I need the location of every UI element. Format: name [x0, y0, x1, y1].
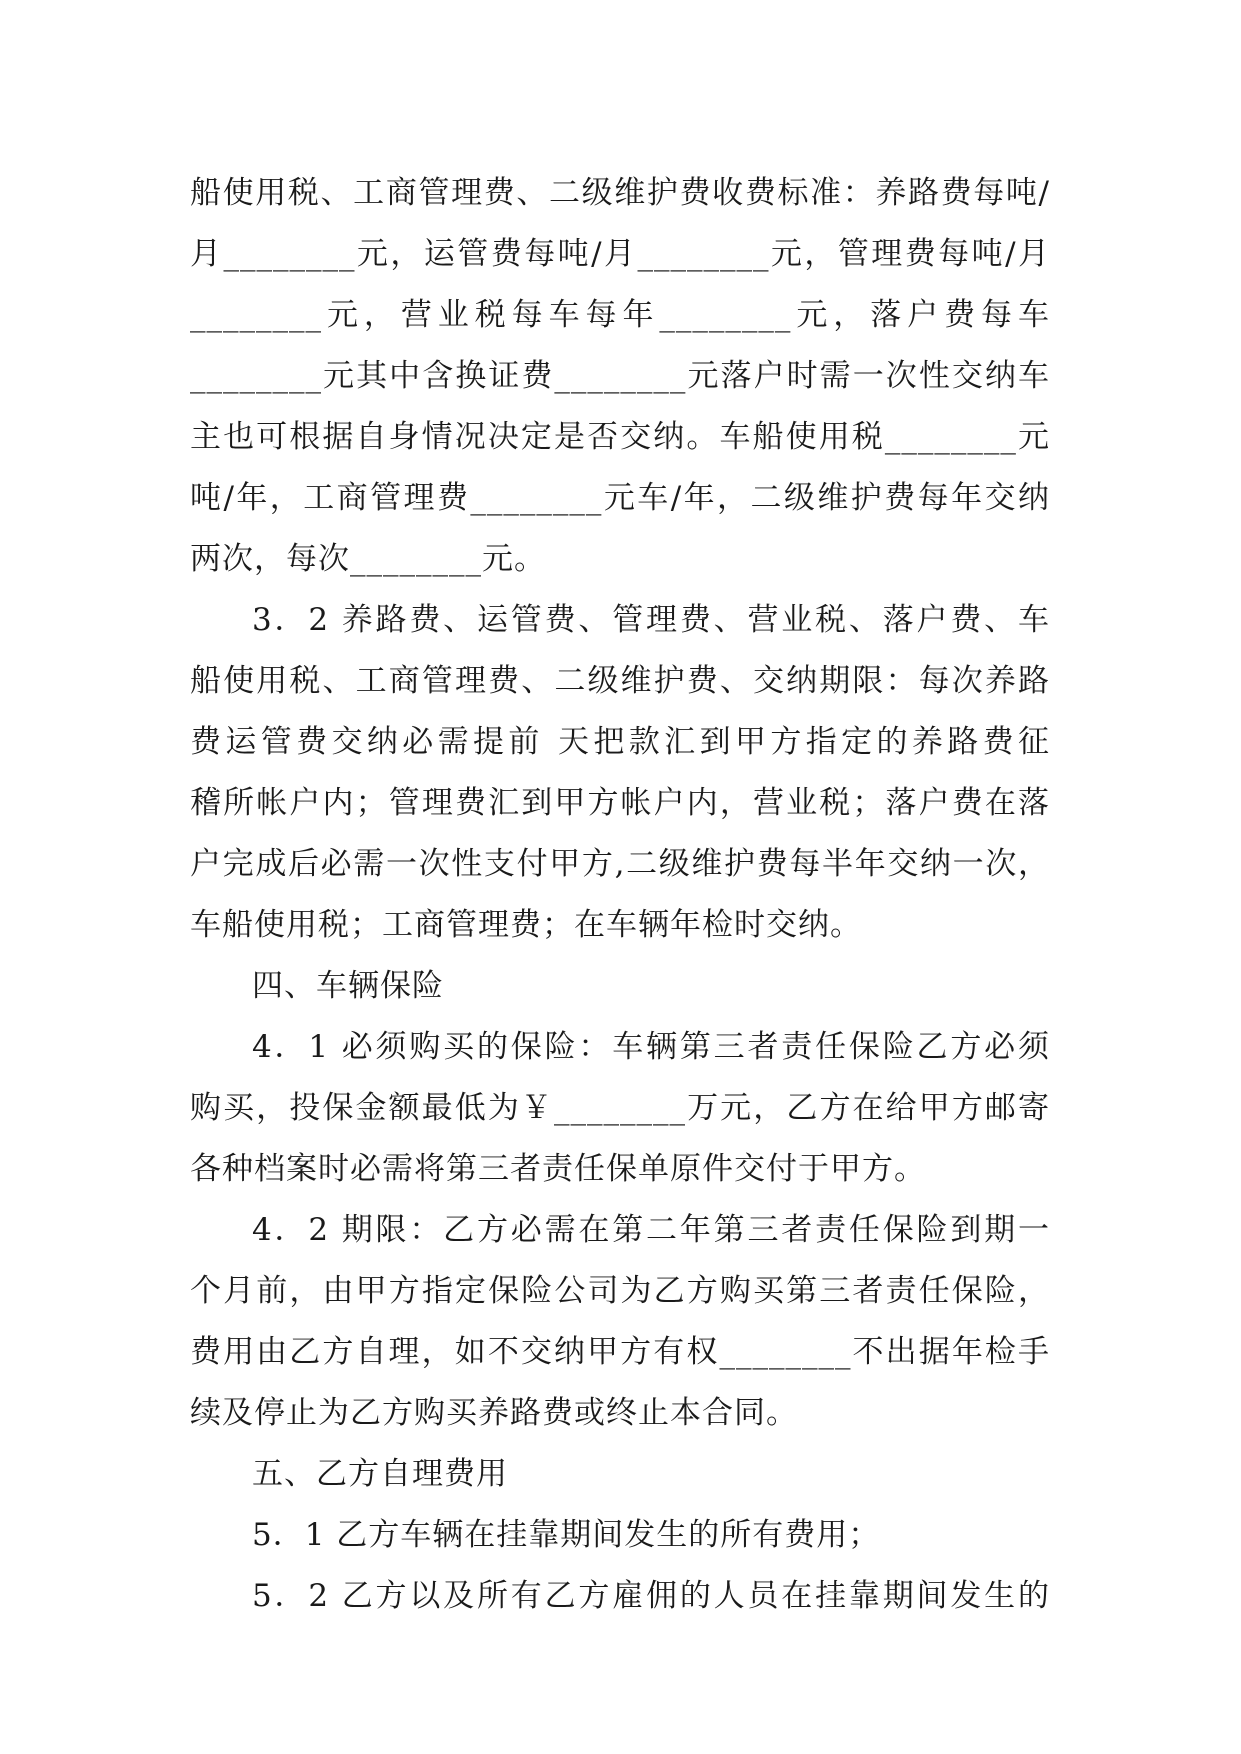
- document-line: 船使用税、工商管理费、二级维护费、交纳期限：每次养路: [190, 663, 1050, 699]
- document-body: [190, 163, 1050, 1627]
- document-line: 稽所帐户内；管理费汇到甲方帐户内，营业税；落户费在落: [190, 785, 1050, 821]
- document-line: 费运管费交纳必需提前 天把款汇到甲方指定的养路费征: [190, 724, 1050, 760]
- document-line: ________元，营业税每车每年________元，落户费每车: [190, 297, 1050, 333]
- document-line: 各种档案时必需将第三者责任保单原件交付于甲方。: [190, 1151, 926, 1187]
- document-line: 5．2 乙方以及所有乙方雇佣的人员在挂靠期间发生的: [252, 1578, 1050, 1614]
- document-line: 五、乙方自理费用: [252, 1456, 508, 1492]
- document-line: 5．1 乙方车辆在挂靠期间发生的所有费用；: [252, 1517, 881, 1553]
- document-line: 两次，每次________元。: [190, 541, 546, 577]
- document-line: 4．1 必须购买的保险：车辆第三者责任保险乙方必须: [252, 1029, 1050, 1065]
- document-line: 3．2 养路费、运管费、管理费、营业税、落户费、车: [252, 602, 1050, 638]
- document-line: 车船使用税；工商管理费；在车辆年检时交纳。: [190, 907, 862, 943]
- document-line: ________元其中含换证费________元落户时需一次性交纳车: [190, 358, 1050, 394]
- document-line: 吨/年，工商管理费________元车/年，二级维护费每年交纳: [190, 480, 1050, 516]
- document-line: 4．2 期限：乙方必需在第二年第三者责任保险到期一: [252, 1212, 1050, 1248]
- document-line: 户完成后必需一次性支付甲方,二级维护费每半年交纳一次，: [190, 846, 1050, 882]
- document-line: 月________元，运管费每吨/月________元，管理费每吨/月: [190, 236, 1050, 272]
- document-line: 船使用税、工商管理费、二级维护费收费标准：养路费每吨/: [190, 175, 1050, 211]
- document-line: 费用由乙方自理，如不交纳甲方有权________不出据年检手: [190, 1334, 1050, 1370]
- document-line: 续及停止为乙方购买养路费或终止本合同。: [190, 1395, 798, 1431]
- document-line: 购买，投保金额最低为￥________万元，乙方在给甲方邮寄: [190, 1090, 1050, 1126]
- document-line: 四、车辆保险: [252, 968, 444, 1004]
- document-line: 主也可根据自身情况决定是否交纳。车船使用税________元: [190, 419, 1050, 455]
- document-line: 个月前，由甲方指定保险公司为乙方购买第三者责任保险，: [190, 1273, 1050, 1309]
